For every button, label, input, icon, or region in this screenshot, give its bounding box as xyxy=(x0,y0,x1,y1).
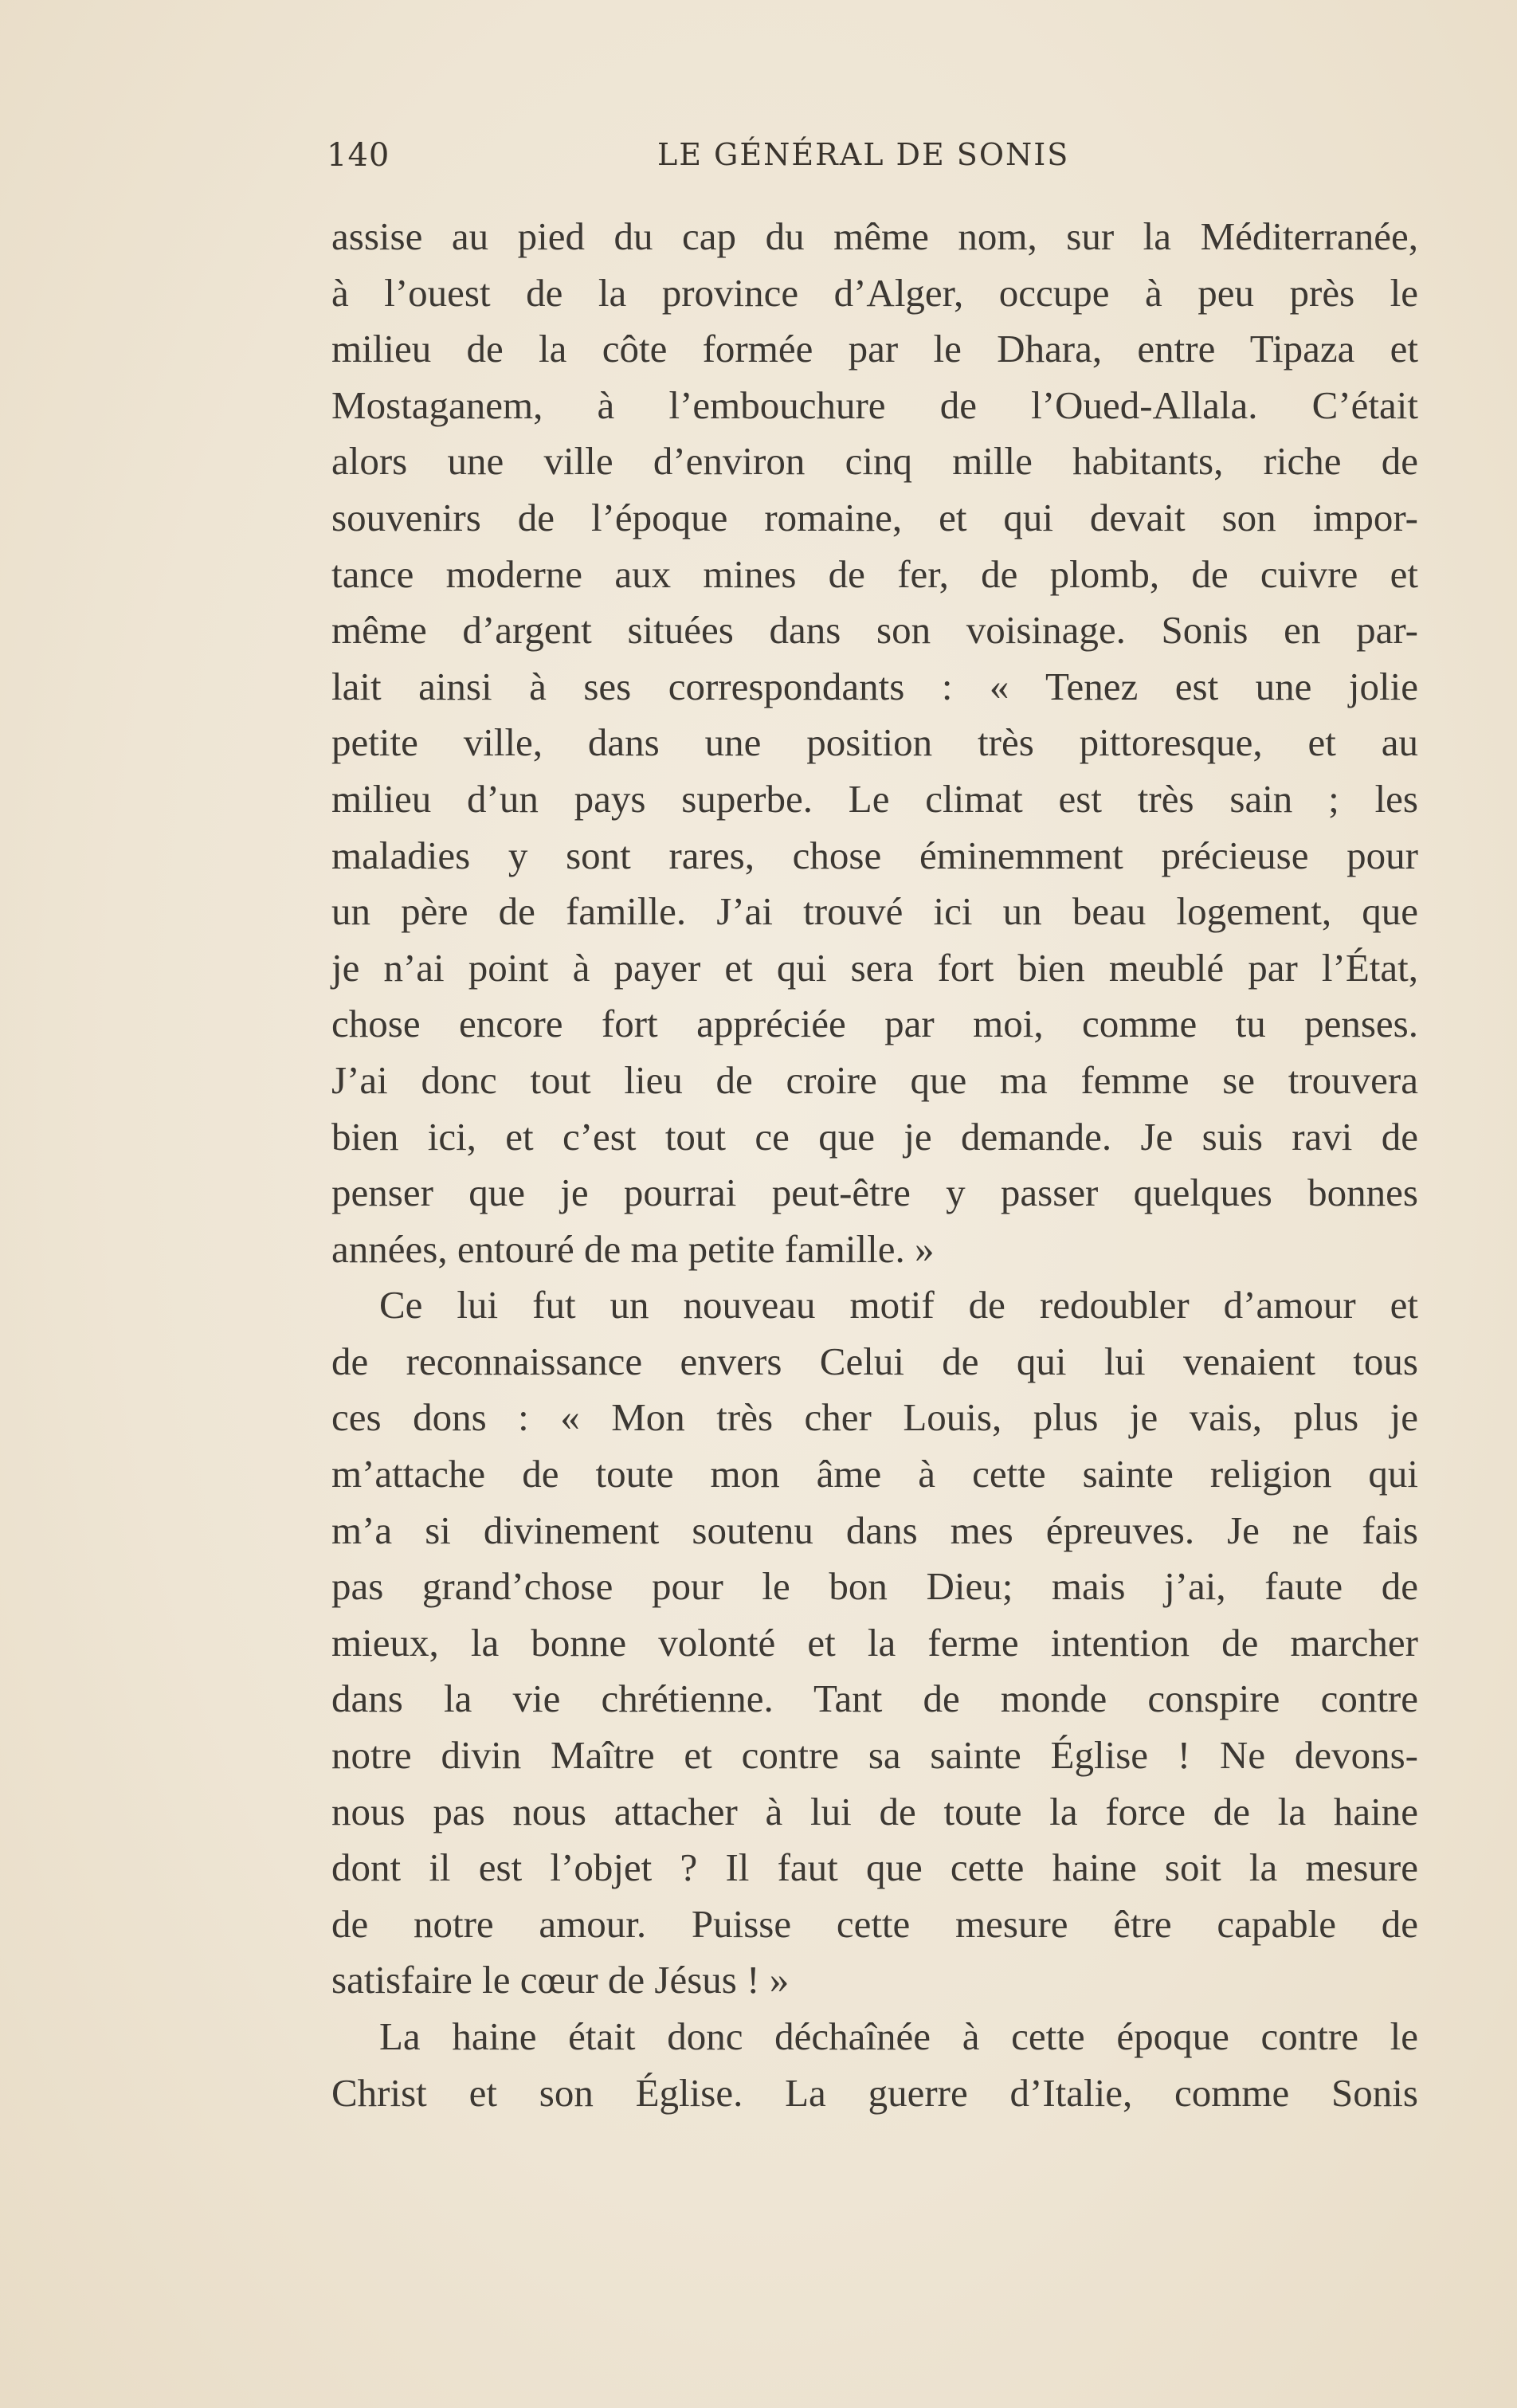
text-line: même d’argent situées dans son voisinage. Sonis en par- xyxy=(331,608,1418,653)
text-line: m’a si divinement soutenu dans mes épreuves. Je ne fais xyxy=(331,1508,1418,1552)
text-line: maladies y sont rares, chose éminemment précieuse pour xyxy=(331,833,1418,877)
text-line: à l’ouest de la province d’Alger, occupe à peu près le xyxy=(331,270,1418,315)
text-line: pas grand’chose pour le bon Dieu; mais j’ai, faute de xyxy=(331,1564,1418,1609)
text-line: dans la vie chrétienne. Tant de monde conspire contre xyxy=(331,1677,1418,1721)
text-line: tance moderne aux mines de fer, de plomb, de cuivre et xyxy=(331,551,1418,596)
text-line: dont il est l’objet ? Il faut que cette haine soit la mesure xyxy=(331,1845,1418,1890)
text-line: penser que je pourrai peut-être y passer quelques bonnes xyxy=(331,1171,1418,1215)
text-line: bien ici, et c’est tout ce que je demande. Je suis ravi de xyxy=(331,1114,1418,1159)
text-line: J’ai donc tout lieu de croire que ma femme se trouvera xyxy=(331,1057,1418,1102)
text-line: Mostaganem, à l’embouchure de l’Oued-Allala. C’était xyxy=(331,382,1418,427)
text-line: de notre amour. Puisse cette mesure être capable de xyxy=(331,1901,1418,1946)
text-line: milieu de la côte formée par le Dhara, entre Tipaza et xyxy=(331,327,1418,371)
page-header xyxy=(327,137,1418,185)
text-line: ces dons : « Mon très cher Louis, plus je vais, plus je xyxy=(331,1395,1418,1440)
text-line: souvenirs de l’époque romaine, et qui devait son impor- xyxy=(331,495,1418,539)
text-line: notre divin Maître et contre sa sainte Église ! Ne devons- xyxy=(331,1733,1418,1778)
text-line: lait ainsi à ses correspondants : « Tenez est une jolie xyxy=(331,664,1418,708)
text-line: un père de famille. J’ai trouvé ici un beau logement, que xyxy=(331,889,1418,934)
page-number: 140 xyxy=(327,137,390,174)
paragraph-start-line: La haine était donc déchaînée à cette époque contre le xyxy=(379,2014,1418,2058)
text-line: mieux, la bonne volonté et la ferme intention de marcher xyxy=(331,1620,1418,1665)
text-line: m’attache de toute mon âme à cette sainte religion qui xyxy=(331,1452,1418,1496)
text-line: alors une ville d’environ cinq mille habitants, riche de xyxy=(331,439,1418,484)
text-line: assise au pied du cap du même nom, sur la Méditerranée, xyxy=(331,214,1418,258)
text-line: milieu d’un pays superbe. Le climat est très sain ; les xyxy=(331,776,1418,821)
text-line: je n’ai point à payer et qui sera fort bien meublé par l’État, xyxy=(331,945,1418,990)
text-line: années, entouré de ma petite famille. » xyxy=(331,1226,935,1271)
paragraph-start-line: Ce lui fut un nouveau motif de redoubler d’amour et xyxy=(379,1283,1418,1328)
text-line: petite ville, dans une position très pittoresque, et au xyxy=(331,720,1418,765)
text-line: Christ et son Église. La guerre d’Italie, comme Sonis xyxy=(331,2070,1418,2115)
text-line: satisfaire le cœur de Jésus ! » xyxy=(331,1958,790,2002)
body-text xyxy=(331,209,1418,2121)
text-line: de reconnaissance envers Celui de qui lui venaient tous xyxy=(331,1339,1418,1383)
text-line: chose encore fort appréciée par moi, comme tu penses. xyxy=(331,1002,1418,1046)
running-head: LE GÉNÉRAL DE SONIS xyxy=(657,137,1070,172)
text-line: nous pas nous attacher à lui de toute la force de la haine xyxy=(331,1789,1418,1833)
